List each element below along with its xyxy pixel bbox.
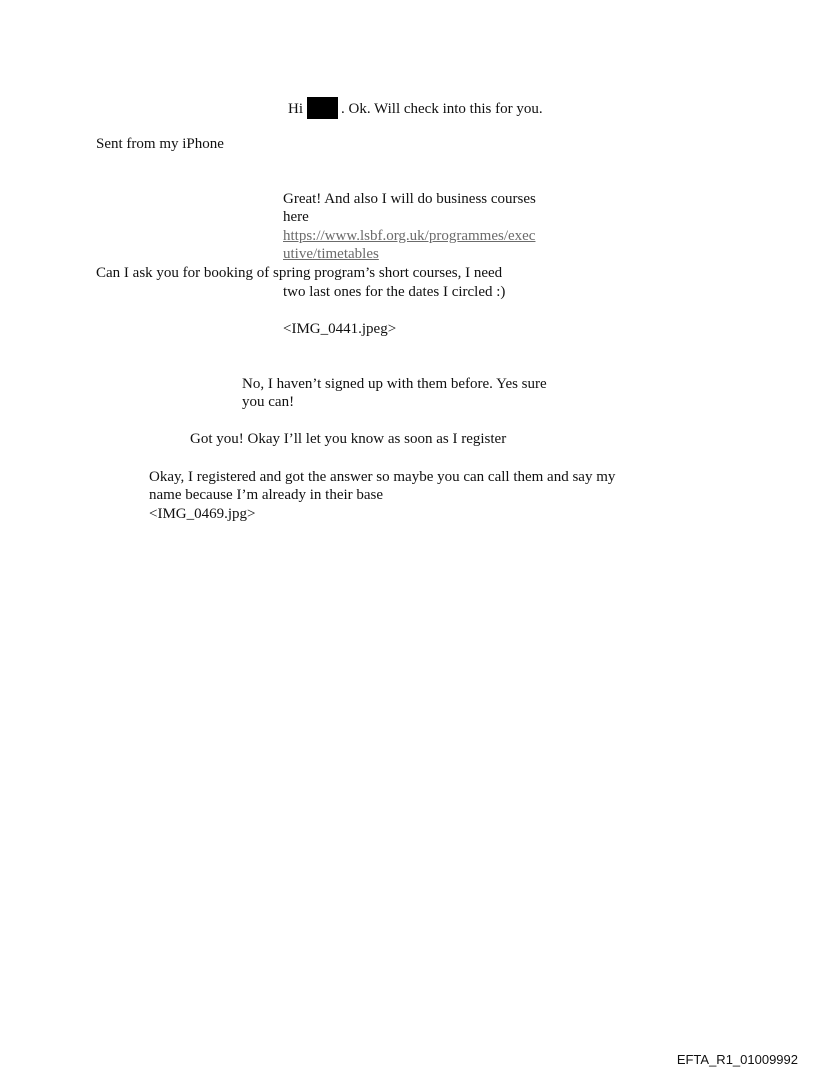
message-booking-line-2: two last ones for the dates I circled :) [283, 284, 506, 300]
message-hi-greeting: Hi [288, 101, 303, 117]
message-not-signed-up-line-1: No, I haven’t signed up with them before. Yes sure [242, 376, 547, 392]
message-not-signed-up-line-2: you can! [242, 394, 295, 410]
message-registered-line-2: name because I’m already in their base [149, 487, 384, 503]
bates-number: EFTA_R1_01009992 [676, 1052, 798, 1067]
message-hi-text: . Ok. Will check into this for you. [341, 101, 543, 117]
sent-from-iphone: Sent from my iPhone [96, 136, 224, 152]
message-business-line-1: Great! And also I will do business courses [283, 191, 536, 207]
attachment-img-0469: <IMG_0469.jpg> [149, 506, 256, 522]
message-hi-line [288, 97, 543, 119]
message-registered-line-1: Okay, I registered and got the answer so maybe you can call them and say my [149, 469, 616, 485]
lsbf-link-part-2[interactable]: utive/timetables [283, 246, 379, 262]
lsbf-link-part-1[interactable]: https://www.lsbf.org.uk/programmes/exec [283, 228, 536, 244]
redaction-box [307, 97, 338, 119]
message-booking-line-1: Can I ask you for booking of spring program’s short courses, I need [96, 265, 503, 281]
message-business-line-2: here [283, 209, 309, 225]
message-got-you: Got you! Okay I’ll let you know as soon as I register [190, 431, 507, 447]
attachment-img-0441: <IMG_0441.jpeg> [283, 321, 397, 337]
